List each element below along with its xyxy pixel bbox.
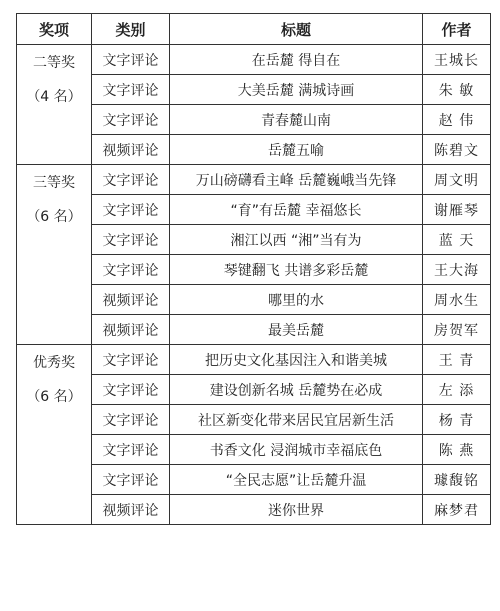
title-cell: 建设创新名城 岳麓势在必成 (170, 375, 423, 405)
header-row (17, 14, 491, 45)
category-cell: 文字评论 (92, 225, 170, 255)
table-row (17, 45, 491, 75)
author-cell: 周水生 (423, 285, 491, 315)
author-cell: 王城长 (423, 45, 491, 75)
table-row (17, 165, 491, 195)
award-count: （6 名） (26, 209, 82, 225)
table-body (17, 45, 491, 525)
award-name: 三等奖 (33, 175, 75, 191)
category-cell: 视频评论 (92, 285, 170, 315)
category-cell: 文字评论 (92, 465, 170, 495)
title-cell: 社区新变化带来居民宜居新生活 (170, 405, 423, 435)
title-cell: 最美岳麓 (170, 315, 423, 345)
title-cell: “育”有岳麓 幸福悠长 (170, 195, 423, 225)
author-cell: 周文明 (423, 165, 491, 195)
header-award: 奖项 (17, 14, 92, 45)
category-cell: 文字评论 (92, 105, 170, 135)
author-cell: 王 青 (423, 345, 491, 375)
category-cell: 视频评论 (92, 495, 170, 525)
header-title: 标题 (170, 14, 423, 45)
title-cell: 大美岳麓 满城诗画 (170, 75, 423, 105)
title-cell: 青春麓山南 (170, 105, 423, 135)
award-cell (17, 165, 92, 345)
category-cell: 文字评论 (92, 255, 170, 285)
author-cell: 赵 伟 (423, 105, 491, 135)
title-cell: 书香文化 浸润城市幸福底色 (170, 435, 423, 465)
header-category: 类别 (92, 14, 170, 45)
title-cell: 迷你世界 (170, 495, 423, 525)
author-cell: 房贺军 (423, 315, 491, 345)
category-cell: 文字评论 (92, 165, 170, 195)
award-cell (17, 45, 92, 165)
title-cell: 在岳麓 得自在 (170, 45, 423, 75)
title-cell: 万山磅礴看主峰 岳麓巍峨当先锋 (170, 165, 423, 195)
author-cell: 麻梦君 (423, 495, 491, 525)
category-cell: 文字评论 (92, 435, 170, 465)
title-cell: “全民志愿”让岳麓升温 (170, 465, 423, 495)
category-cell: 文字评论 (92, 375, 170, 405)
table-row (17, 345, 491, 375)
awards-table (16, 13, 491, 525)
category-cell: 视频评论 (92, 315, 170, 345)
author-cell: 陈 燕 (423, 435, 491, 465)
author-cell: 蓝 天 (423, 225, 491, 255)
author-cell: 陈碧文 (423, 135, 491, 165)
award-count: （4 名） (26, 89, 82, 105)
award-name: 二等奖 (33, 55, 75, 71)
category-cell: 视频评论 (92, 135, 170, 165)
category-cell: 文字评论 (92, 345, 170, 375)
title-cell: 哪里的水 (170, 285, 423, 315)
category-cell: 文字评论 (92, 75, 170, 105)
title-cell: 湘江以西 “湘”当有为 (170, 225, 423, 255)
title-cell: 把历史文化基因注入和谐美城 (170, 345, 423, 375)
category-cell: 文字评论 (92, 405, 170, 435)
title-cell: 琴键翻飞 共谱多彩岳麓 (170, 255, 423, 285)
award-count: （6 名） (26, 389, 82, 405)
author-cell: 璩馥铭 (423, 465, 491, 495)
title-cell: 岳麓五喻 (170, 135, 423, 165)
author-cell: 王大海 (423, 255, 491, 285)
award-cell (17, 345, 92, 525)
header-author: 作者 (423, 14, 491, 45)
author-cell: 朱 敏 (423, 75, 491, 105)
author-cell: 杨 青 (423, 405, 491, 435)
category-cell: 文字评论 (92, 45, 170, 75)
author-cell: 左 添 (423, 375, 491, 405)
category-cell: 文字评论 (92, 195, 170, 225)
award-name: 优秀奖 (33, 355, 75, 371)
author-cell: 谢雁琴 (423, 195, 491, 225)
